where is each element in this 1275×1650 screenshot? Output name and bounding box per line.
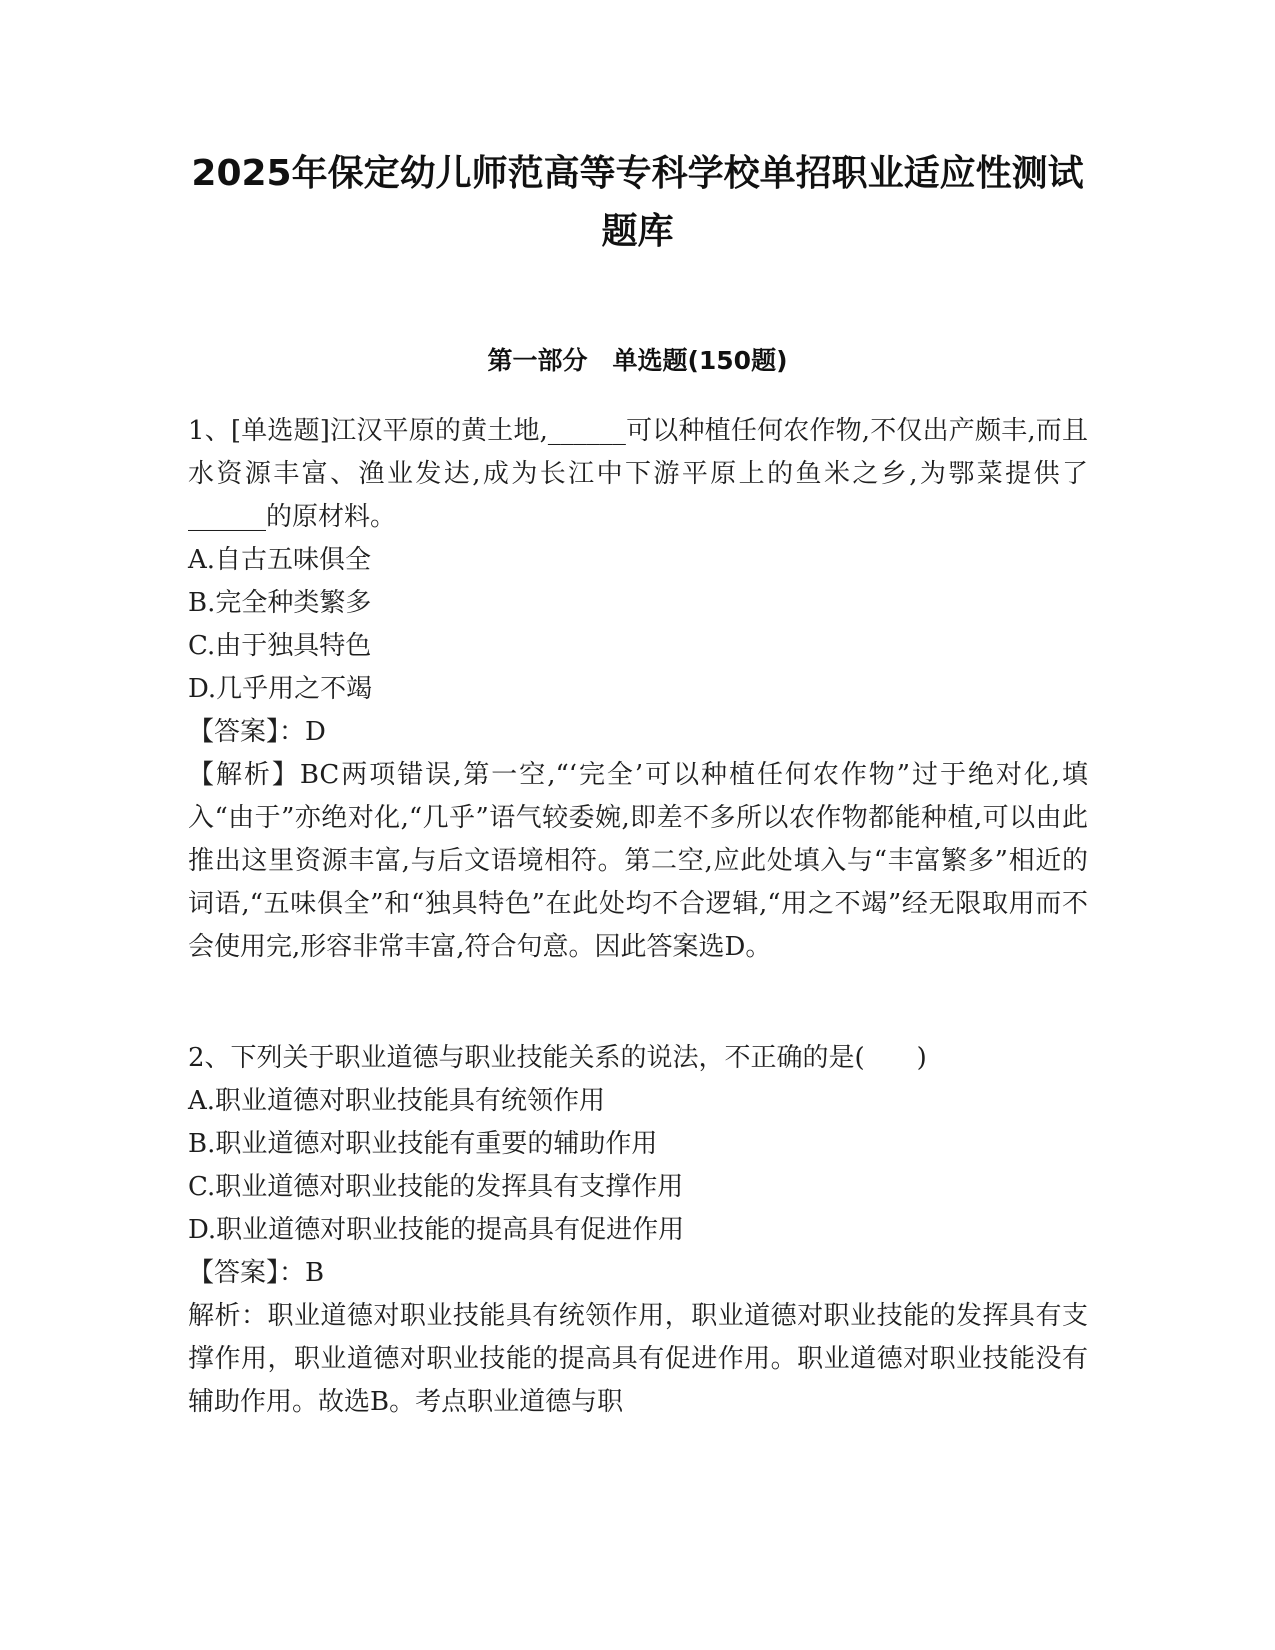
option-b: B.完全种类繁多 (188, 588, 372, 618)
explanation-text: 【解析】BC两项错误,第一空,“‘完全’可以种植任何农作物”过于绝对化,填入“由于”亦绝对化,“几乎”语气较委婉,即差不多所以农作物都能种植,可以由此推出这里资源丰富,与后文语境相符。第二空,应此处填入与“丰富繁多”相近的词语,“五味俱全”和“独具特色”在此处均不合逻辑,“用之不竭”经无限取用而不会使用完,形容非常丰富,符合句意。因此答案选D。 (188, 760, 1088, 962)
option-d: D.几乎用之不竭 (188, 674, 373, 704)
question-stem: 1、[单选题]江汉平原的黄土地,______可以种植任何农作物,不仅出产颇丰,而且水资源丰富、渔业发达,成为长江中下游平原上的鱼米之乡,为鄂菜提供了______的原材料。 (188, 416, 1088, 532)
option-c: C.由于独具特色 (188, 631, 372, 661)
question-stem: 2、下列关于职业道德与职业技能关系的说法，不正确的是( ) (188, 1043, 927, 1073)
answer-line: 【答案】：B (188, 1258, 325, 1288)
option-c: C.职业道德对职业技能的发挥具有支撑作用 (188, 1172, 684, 1202)
explanation-text: 解析：职业道德对职业技能具有统领作用，职业道德对职业技能的发挥具有支撑作用，职业道德对职业技能的提高具有促进作用。职业道德对职业技能没有辅助作用。故选B。考点职业道德与职 (188, 1301, 1088, 1417)
option-a: A.职业道德对职业技能具有统领作用 (188, 1086, 606, 1116)
option-b: B.职业道德对职业技能有重要的辅助作用 (188, 1129, 658, 1159)
question-block (188, 410, 1088, 969)
document-title: 2025年保定幼儿师范高等专科学校单招职业适应性测试题库 (191, 153, 1084, 252)
option-a: A.自古五味俱全 (188, 545, 372, 575)
answer-line: 【答案】：D (188, 717, 326, 747)
question-block (188, 1037, 1088, 1424)
option-d: D.职业道德对职业技能的提高具有促进作用 (188, 1215, 685, 1245)
section-heading: 第一部分 单选题(150题) (487, 346, 788, 375)
